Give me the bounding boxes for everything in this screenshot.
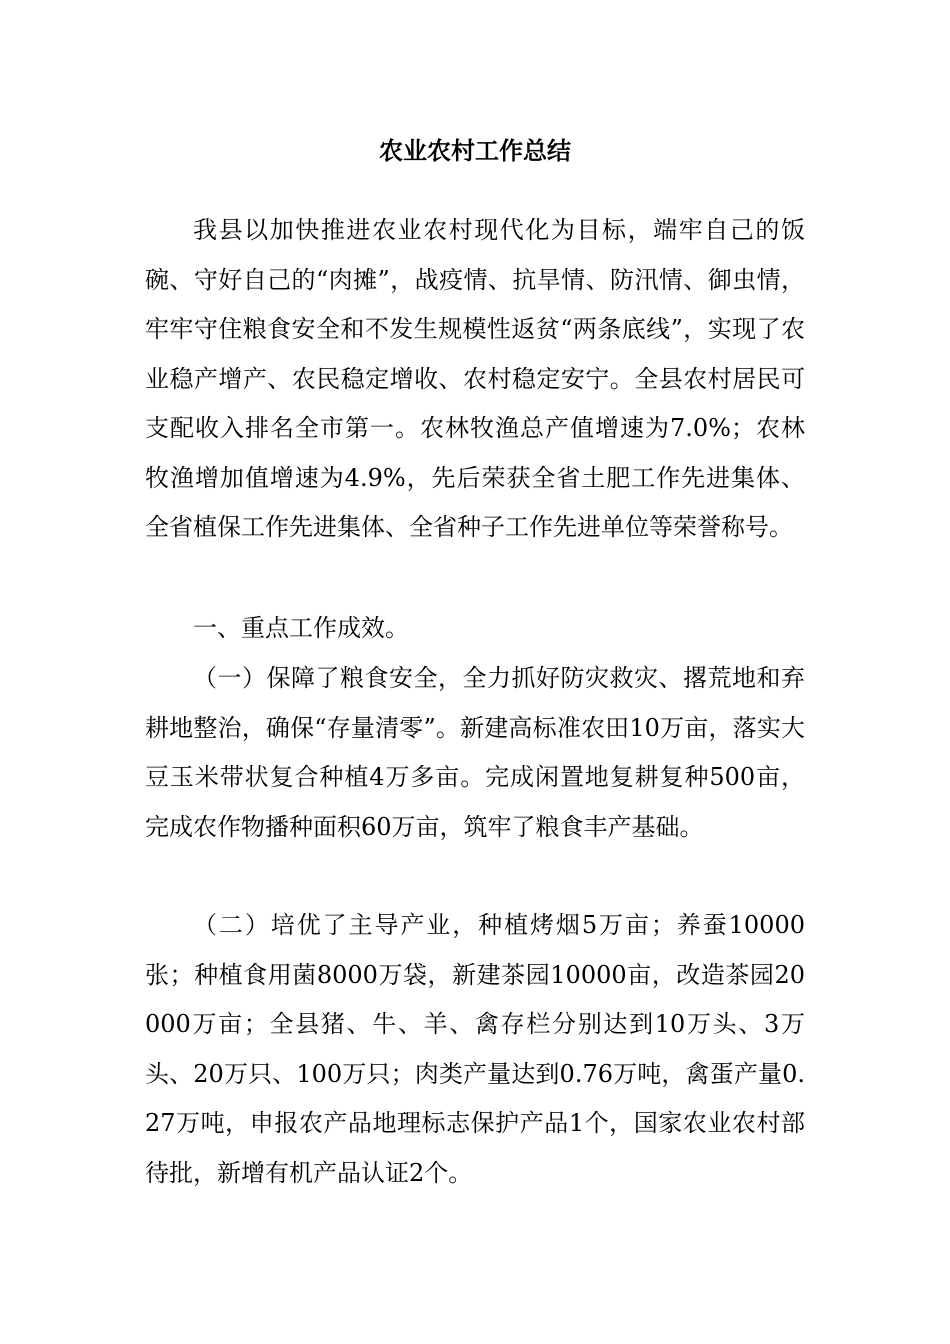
document-title: 农业农村工作总结 [379, 137, 571, 165]
intro-paragraph: 我县以加快推进农业农村现代化为目标，端牢自己的饭碗、守好自己的“肉摊”，战疫情、抗旱情、防汛情、御虫情，牢牢守住粮食安全和不发生规模性返贫“两条底线”，实现了农业稳产增产、农民稳定增收、农村稳定安宁。全县农村居民可支配收入排名全市第一。农林牧渔总产值增速为7.0%；农林牧渔增加值增速为4.9%，先后荣获全省土肥工作先进集体、全省植保工作先进集体、全省种子工作先进单位等荣誉称号。 [145, 216, 805, 541]
grain-security-paragraph: （一）保障了粮食安全，全力抓好防灾救灾、撂荒地和弃耕地整治，确保“存量清零”。新建高标准农田10万亩，落实大豆玉米带状复合种植4万多亩。完成闲置地复耕复种500亩，完成农作物播种面积60万亩，筑牢了粮食丰产基础。 [145, 664, 805, 841]
leading-industry-paragraph: （二）培优了主导产业，种植烤烟5万亩；养蚕10000张；种植食用菌8000万袋，新建茶园10000亩，改造茶园20000万亩；全县猪、牛、羊、禽存栏分别达到10万头、3万头、20万只、100万只；肉类产量达到0.76万吨，禽蛋产量0.27万吨，申报农产品地理标志保护产品1个，国家农业农村部待批，新增有机产品认证2个。 [145, 911, 805, 1187]
section-heading: 一、重点工作成效。 [193, 614, 409, 642]
